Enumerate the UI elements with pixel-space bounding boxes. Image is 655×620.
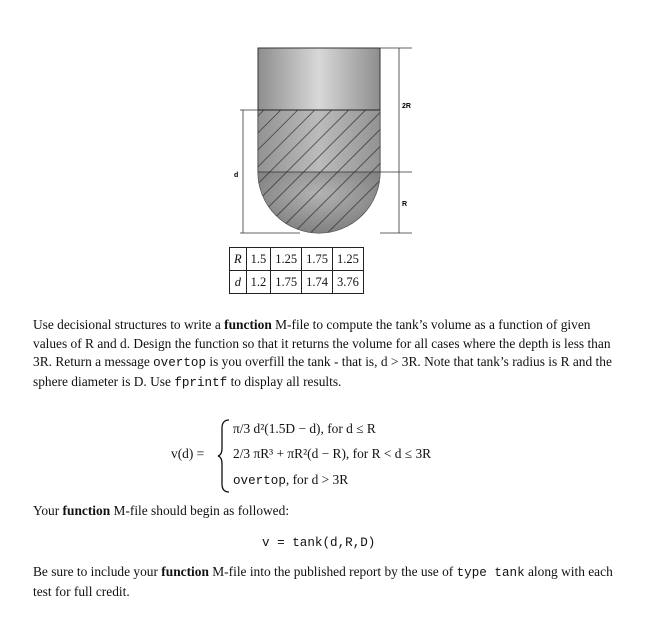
intro-text: M-file to compute the tank’s volume as a function of given values of R and d. Design the function so that it returns the volume for all cases where the depth is less than 3R. Return a message (33, 317, 611, 369)
left-brace-icon (217, 418, 231, 494)
closing-text: Be sure to include your (33, 564, 162, 579)
equation-lhs: v(d) = (171, 446, 205, 461)
begin-text: Your (33, 503, 63, 518)
parameter-table (229, 247, 364, 294)
label-R: R (402, 201, 408, 208)
table-cell: 3.76 (333, 271, 364, 294)
equation-case-3 (233, 472, 348, 488)
equation-case-1: π/3 d²(1.5D − d), for d ≤ R (233, 421, 376, 436)
liquid-region (250, 105, 390, 245)
table-cell: 1.75 (302, 248, 333, 271)
begin-paragraph (33, 502, 623, 521)
tank-figure (0, 0, 655, 245)
function-signature-code: v = tank(d,R,D) (262, 536, 376, 550)
type-tank-code: type tank (456, 566, 525, 580)
overtop-code: overtop (153, 356, 207, 370)
closing-text: M-file into the published report by the use of (208, 564, 457, 579)
closing-paragraph (33, 563, 623, 601)
table-cell: 1.75 (271, 271, 302, 294)
case-3-condition: , for d > 3R (285, 472, 349, 487)
function-keyword: function (62, 503, 111, 518)
equation-case-2: 2/3 πR³ + πR²(d − R), for R < d ≤ 3R (233, 446, 432, 461)
table-cell: 1.25 (333, 248, 364, 271)
table-header-d: d (230, 271, 247, 294)
table-cell: 1.5 (246, 248, 271, 271)
fprintf-code: fprintf (174, 375, 228, 390)
closing-text: along with each test for full credit. (33, 564, 613, 599)
label-2R: 2R (402, 103, 411, 110)
table-cell: 1.74 (302, 271, 333, 294)
label-d: d (234, 172, 239, 179)
intro-text: is you overfill the tank - that is, d > 3R. Note that tank’s radius is R and the sphere diameter is D. Use (33, 354, 612, 389)
table-cell: 1.25 (271, 248, 302, 271)
function-keyword: function (224, 317, 272, 332)
table-cell: 1.2 (246, 271, 271, 294)
table-row (230, 271, 364, 294)
intro-paragraph (33, 316, 623, 392)
intro-text: Use decisional structures to write a (33, 317, 225, 332)
begin-text: M-file should begin as followed: (110, 503, 290, 518)
table-row (230, 248, 364, 271)
table-header-r: R (230, 248, 247, 271)
overtop-code: overtop (233, 474, 286, 488)
function-keyword: function (161, 564, 209, 579)
intro-text: to display all results. (227, 373, 342, 389)
